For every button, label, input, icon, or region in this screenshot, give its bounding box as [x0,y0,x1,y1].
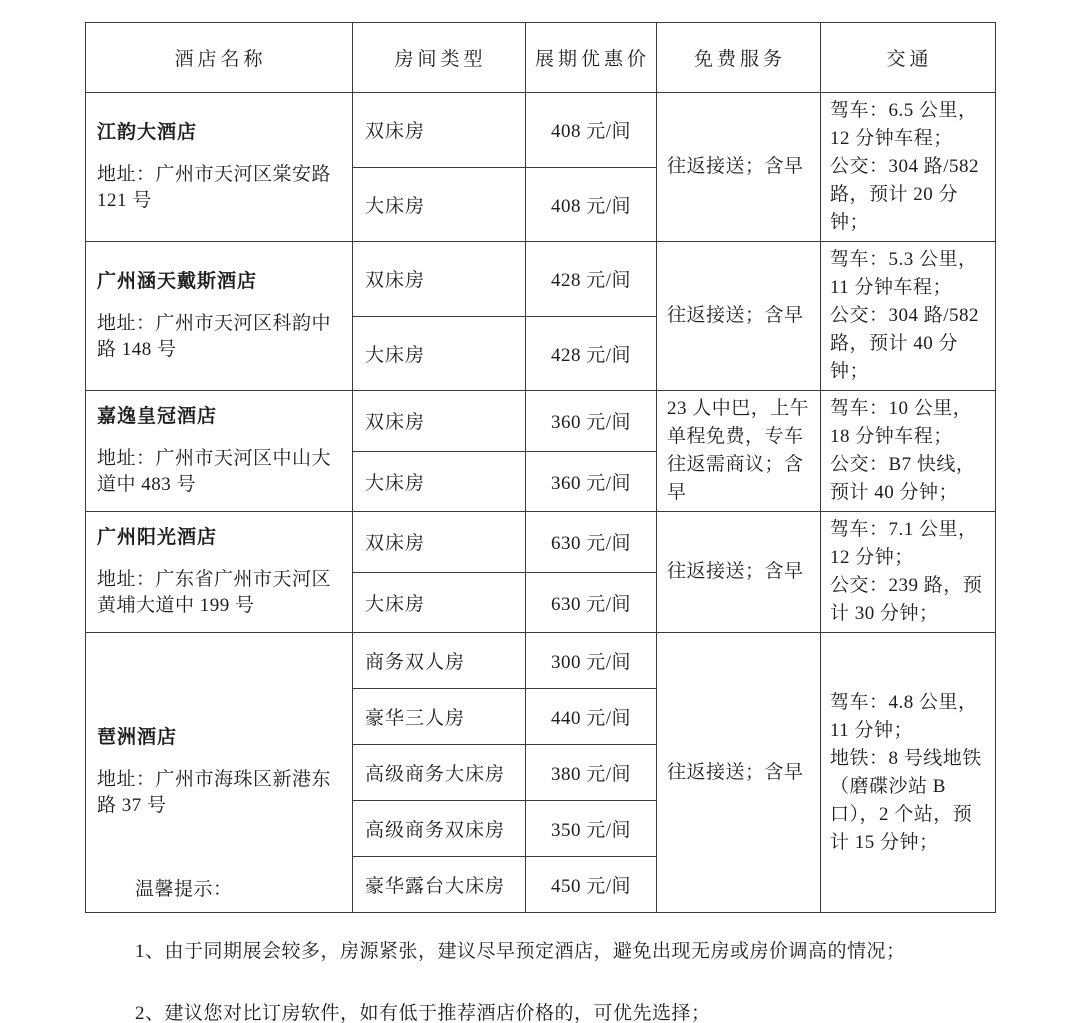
hotel-row [86,512,996,573]
price-cell: 300 元/间 [526,633,657,689]
notes-title: 温馨提示： [135,879,233,900]
notes-item: 1、由于同期展会较多，房源紧张，建议尽早预定酒店，避免出现无房或房价调高的情况； [135,941,906,962]
room-type-cell: 大床房 [353,316,526,391]
price-cell: 630 元/间 [526,572,657,633]
transport-cell [821,242,996,391]
price-cell: 360 元/间 [526,391,657,452]
price-cell: 408 元/间 [526,167,657,242]
room-type-cell: 双床房 [353,512,526,573]
room-type-cell: 大床房 [353,167,526,242]
transport-line: 驾车：7.1 公里，12 分钟； [830,519,978,568]
price-cell: 440 元/间 [526,689,657,745]
hotel-address: 地址：广东省广州市天河区黄埔大道中 199 号 [97,568,332,616]
transport-line: 驾车：6.5 公里，12 分钟车程； [830,100,978,149]
hotel-table-body [86,93,996,913]
transport-line: 公交：304 路/582 路，预计 40 分钟； [830,305,980,382]
hotel-row [86,93,996,168]
notes-section [135,878,906,1023]
header-room-type: 房间类型 [353,23,526,93]
hotel-name: 嘉逸皇冠酒店 [97,405,218,427]
transport-line: 驾车：5.3 公里，11 分钟车程； [830,249,978,298]
price-cell: 360 元/间 [526,451,657,512]
hotel-info-cell [86,391,353,512]
room-type-cell: 高级商务双床房 [353,801,526,857]
room-type-cell: 豪华三人房 [353,689,526,745]
hotel-info-cell [86,242,353,391]
hotel-address: 地址：广州市天河区棠安路 121 号 [97,163,332,211]
transport-line: 驾车：10 公里，18 分钟车程； [830,398,973,447]
service-cell: 往返接送；含早 [657,242,821,391]
header-hotel-name: 酒店名称 [86,23,353,93]
hotel-info-cell [86,93,353,242]
transport-cell [821,93,996,242]
transport-line: 公交：304 路/582 路，预计 20 分钟； [830,156,980,233]
hotel-info-cell [86,633,353,913]
header-discount-price: 展期优惠价 [526,23,657,93]
hotel-info-cell [86,512,353,633]
transport-line: 驾车：4.8 公里，11 分钟； [830,691,978,741]
hotel-row [86,391,996,452]
hotel-table [85,22,996,913]
price-cell: 350 元/间 [526,801,657,857]
table-header-row [86,23,996,93]
service-cell: 往返接送；含早 [657,93,821,242]
price-cell: 408 元/间 [526,93,657,168]
service-cell: 往返接送；含早 [657,633,821,913]
transport-line: 公交：B7 快线，预计 40 分钟； [830,454,976,503]
room-type-cell: 双床房 [353,242,526,317]
room-type-cell: 大床房 [353,572,526,633]
hotel-address: 地址：广州市天河区中山大道中 483 号 [97,447,332,495]
price-cell: 450 元/间 [526,857,657,913]
room-type-cell: 双床房 [353,93,526,168]
hotel-address: 地址：广州市海珠区新港东路 37 号 [97,769,332,816]
hotel-name: 江韵大酒店 [97,121,198,143]
transport-cell [821,633,996,913]
transport-cell [821,391,996,512]
room-type-cell: 高级商务大床房 [353,745,526,801]
hotel-name: 琶洲酒店 [97,727,178,748]
price-cell: 428 元/间 [526,316,657,391]
hotel-row [86,633,996,689]
room-type-cell: 豪华露台大床房 [353,857,526,913]
hotel-row [86,242,996,317]
price-cell: 380 元/间 [526,745,657,801]
room-type-cell: 大床房 [353,451,526,512]
hotel-name: 广州涵天戴斯酒店 [97,270,258,292]
service-cell: 23 人中巴，上午单程免费，专车往返需商议；含早 [657,391,821,512]
transport-line: 公交：239 路，预计 30 分钟； [830,575,983,624]
transport-cell [821,512,996,633]
service-cell: 往返接送；含早 [657,512,821,633]
hotel-address: 地址：广州市天河区科韵中路 148 号 [97,312,332,360]
room-type-cell: 双床房 [353,391,526,452]
header-free-service: 免费服务 [657,23,821,93]
notes-item: 2、建议您对比订房软件，如有低于推荐酒店价格的，可优先选择； [135,1003,711,1023]
price-cell: 428 元/间 [526,242,657,317]
hotel-name: 广州阳光酒店 [97,526,218,548]
transport-line: 地铁：8 号线地铁（磨碟沙站 B 口），2 个站，预计 15 分钟； [830,747,982,853]
room-type-cell: 商务双人房 [353,633,526,689]
header-transport: 交通 [821,23,996,93]
price-cell: 630 元/间 [526,512,657,573]
